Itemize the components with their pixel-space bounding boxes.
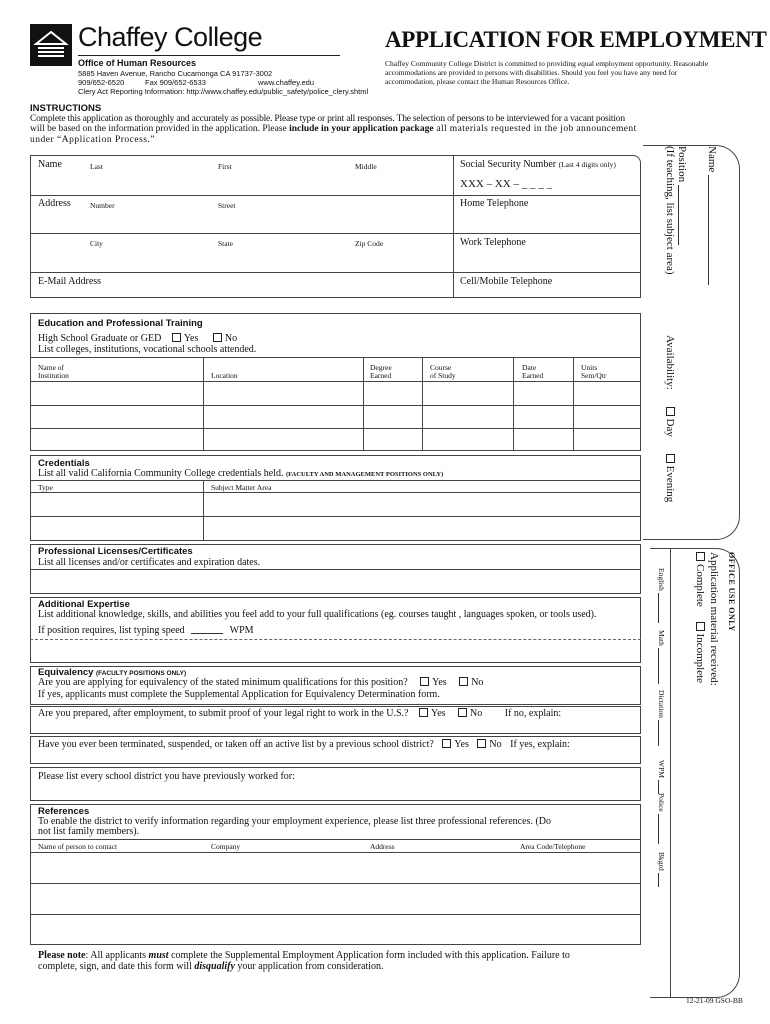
office-fax: Fax 909/652-6533 (145, 78, 206, 87)
terminated-question: Have you ever been terminated, suspended, or taken off an active list by a previous school district? (38, 739, 434, 750)
credentials-text: List all valid California Community College credentials held. (38, 468, 287, 479)
address-label: Address (38, 198, 71, 209)
sidebar-position (676, 146, 688, 245)
note-text-2: complete the Supplemental Employment Application form included with this application. Failure to (168, 950, 570, 961)
office-police (657, 793, 666, 844)
ssn-label-text: Social Security Number (460, 159, 557, 170)
building-icon (30, 24, 72, 66)
street-field[interactable] (85, 210, 450, 232)
day-label: Day (664, 418, 676, 437)
legal-yes-checkbox[interactable] (419, 708, 428, 717)
instructions-line-2 (30, 124, 637, 134)
col-course-2: of Study (430, 371, 456, 380)
email-label: E-Mail Address (38, 276, 102, 287)
col-name-2: Institution (38, 371, 69, 380)
please-note (38, 950, 570, 972)
english-field[interactable] (658, 593, 664, 623)
state-label: State (218, 239, 233, 248)
row-divider (30, 233, 641, 234)
office-dictation (657, 690, 666, 746)
note-text-1: : All applicants (85, 950, 149, 961)
note-text-4: your application from consideration. (234, 961, 384, 972)
legal-yes-label: Yes (430, 708, 446, 719)
city-label: City (90, 239, 103, 248)
clery-info[interactable]: Clery Act Reporting Information: http://www.chaffey.edu/public_safety/police_clery.shtml (78, 87, 369, 96)
districts-field[interactable] (31, 784, 640, 800)
office-english (657, 568, 666, 623)
credentials-header-line (30, 480, 641, 481)
legal-work-row (38, 708, 561, 719)
hs-yes-checkbox[interactable] (172, 333, 181, 342)
references-header-line (30, 839, 641, 840)
dictation-field[interactable] (658, 720, 664, 746)
form-title: APPLICATION FOR EMPLOYMENT (385, 27, 767, 52)
col-subject: Subject Matter Area (211, 483, 272, 492)
note-must: must (148, 950, 169, 961)
reference-row-2[interactable] (31, 884, 640, 913)
hs-no-checkbox[interactable] (213, 333, 222, 342)
home-telephone-label: Home Telephone (460, 198, 529, 209)
office-wpm (657, 760, 666, 794)
high-school-question (38, 333, 237, 344)
incomplete-checkbox[interactable] (696, 622, 705, 631)
terminated-yes-checkbox[interactable] (442, 739, 451, 748)
row-divider (30, 272, 641, 273)
credentials-row-2[interactable] (31, 517, 640, 540)
ssn-label (460, 159, 616, 170)
credentials-note: (FACULTY AND MANAGEMENT POSITIONS ONLY) (286, 471, 444, 478)
cell-telephone-field[interactable] (456, 286, 638, 297)
col-type: Type (38, 483, 53, 492)
terminated-explain-field[interactable] (31, 751, 640, 763)
instructions-emphasis: include in your application package (289, 124, 434, 134)
first-name-label: First (218, 162, 232, 171)
col-units-2: Sem/Qtr (581, 371, 607, 380)
header-rule (78, 55, 340, 56)
wpm-office-field[interactable] (658, 780, 664, 794)
references-instruction-1: To enable the district to verify information regarding your employment experience, please list three professional references. (Do (38, 816, 551, 827)
equivalency-title: Equivalency (38, 667, 94, 678)
wpm-label: WPM (229, 625, 254, 636)
reference-row-3[interactable] (31, 915, 640, 944)
college-logo (30, 24, 72, 66)
office-website[interactable]: www.chaffey.edu (258, 78, 315, 87)
licenses-heading: Professional Licenses/Certificates (38, 546, 193, 557)
reference-row-1[interactable] (31, 853, 640, 882)
col-address: Address (370, 842, 395, 851)
equivalency-line-2: If yes, applicants must complete the Supplemental Application for Equivalency Determination form. (38, 689, 440, 700)
instructions-line-2a: will be based on the information provided in the application. Please (30, 124, 290, 134)
terminated-yes-label: Yes (454, 739, 469, 750)
legal-explain-field[interactable] (31, 720, 640, 733)
dictation-label: Dictation (657, 690, 666, 718)
ssn-field[interactable]: XXX – XX – _ _ _ _ (460, 178, 552, 190)
sidebar-position-label: Position (676, 146, 688, 183)
typing-speed-field[interactable] (191, 625, 223, 634)
work-telephone-label: Work Telephone (460, 237, 526, 248)
equivalency-note: (FACULTY POSITIONS ONLY) (95, 670, 187, 677)
hs-yes-label: Yes (183, 333, 199, 344)
police-field[interactable] (658, 814, 664, 844)
office-use-title: OFFICE USE ONLY (727, 552, 736, 632)
street-label: Street (218, 201, 236, 210)
sidebar-name-label: Name (706, 146, 718, 173)
availability-label: Availability: (664, 335, 676, 390)
email-field[interactable] (34, 286, 452, 297)
credentials-instruction (38, 468, 443, 479)
sidebar-name (706, 146, 718, 285)
col-name-1: Name of (38, 363, 65, 372)
office-use-received: Application material received: (708, 552, 720, 686)
eeo-statement-1: Chaffey Community College District is committed to providing equal employment opportunity. Reasonable (385, 59, 709, 68)
equivalency-no-label: No (471, 677, 484, 688)
office-bkgrd (657, 852, 666, 887)
instructions-line-1: Complete this application as thoroughly and accurately as possible. Please type or print all responses. The selection of persons to be interviewed for a vacant position (30, 114, 625, 124)
note-text-3: complete, sign, and date this form will (38, 961, 195, 972)
office-math (657, 630, 666, 684)
office-use-status (694, 552, 706, 683)
equivalency-yes-checkbox[interactable] (420, 677, 429, 686)
legal-no-label: No (470, 708, 483, 719)
col-degree-1: Degree (370, 363, 392, 372)
ssn-note: (Last 4 digits only) (558, 160, 616, 169)
references-instruction-2: not list family members). (38, 826, 140, 837)
zip-label: Zip Code (355, 239, 384, 248)
col-date-1: Date (522, 363, 537, 372)
office-use-divider (670, 548, 671, 998)
col-course-1: Course (430, 363, 452, 372)
complete-checkbox[interactable] (696, 552, 705, 561)
bkgrd-field[interactable] (658, 873, 664, 887)
position-sidebar (643, 145, 740, 540)
legal-no-checkbox[interactable] (458, 708, 467, 717)
licenses-field[interactable] (31, 570, 640, 593)
legal-explain-label: If no, explain: (504, 708, 562, 719)
sidebar-position-field[interactable] (678, 185, 687, 245)
work-telephone-field[interactable] (456, 249, 638, 271)
home-telephone-field[interactable] (456, 210, 638, 232)
instructions-line-3: under “Application Process.” (30, 135, 156, 145)
education-header-line (30, 357, 641, 358)
districts-question: Please list every school district you have previously worked for: (38, 771, 295, 782)
evening-checkbox[interactable] (666, 454, 675, 463)
last-name-label: Last (90, 162, 103, 171)
col-telephone: Area Code/Telephone (520, 842, 586, 851)
wpm-office-label: WPM (657, 760, 666, 778)
legal-work-question: Are you prepared, after employment, to submit proof of your legal right to work in the U.S.? (38, 708, 409, 719)
typing-speed-label: If position requires, list typing speed (38, 625, 185, 636)
col-location: Location (211, 371, 238, 380)
complete-label: Complete (694, 564, 706, 607)
form-code: 12-21-09 GSO-BB (686, 996, 743, 1005)
office-phone: 909/652-6520 (78, 78, 125, 87)
equivalency-question: Are you are applying for equivalency of the stated minimum qualifications for this position? (38, 677, 408, 688)
equivalency-question-row (38, 677, 483, 688)
references-heading: References (38, 806, 90, 817)
english-label: English (657, 568, 666, 591)
name-label: Name (38, 159, 62, 170)
education-heading: Education and Professional Training (38, 318, 203, 329)
expertise-field[interactable] (31, 640, 640, 662)
math-label: Math (657, 630, 666, 646)
equivalency-yes-label: Yes (432, 677, 447, 688)
hs-question-text: High School Graduate or GED (38, 333, 162, 344)
row-divider (30, 195, 641, 196)
math-field[interactable] (658, 648, 664, 684)
terminated-explain-label: If yes, explain: (510, 739, 570, 750)
terminated-row (38, 739, 570, 750)
licenses-instruction: List all licenses and/or certificates and expiration dates. (38, 557, 261, 568)
college-name: Chaffey College (78, 22, 263, 52)
col-degree-2: Earned (370, 371, 392, 380)
day-checkbox[interactable] (666, 407, 675, 416)
education-list-instruction: List colleges, institutions, vocational schools attended. (38, 344, 257, 355)
note-label: Please note (38, 950, 86, 961)
credentials-row-1[interactable] (31, 493, 640, 515)
terminated-no-checkbox[interactable] (477, 739, 486, 748)
eeo-statement-3: accommodation, please contact the Human Resources Office. (385, 77, 570, 86)
note-disqualify: disqualify (194, 961, 235, 972)
sidebar-teaching-note: (If teaching, list subject area) (664, 146, 676, 275)
expertise-heading: Additional Expertise (38, 599, 130, 610)
education-row-1[interactable] (31, 382, 640, 404)
sidebar-name-field[interactable] (708, 175, 717, 285)
expertise-instruction: List additional knowledge, skills, and abilities you feel add to your full qualifications (eg. courses taught , languages spoken, or tools used). (38, 609, 597, 620)
ssn-divider (453, 155, 454, 298)
typing-speed-row (38, 625, 254, 636)
instructions-heading: INSTRUCTIONS (30, 103, 102, 114)
middle-name-label: Middle (355, 162, 377, 171)
col-units-1: Units (581, 363, 598, 372)
name-field[interactable] (85, 170, 450, 192)
police-label: Police (657, 793, 666, 812)
sidebar-availability (664, 335, 676, 502)
instructions-line-2c: all materials requested in the job announcement (433, 124, 637, 134)
terminated-no-label: No (489, 739, 502, 750)
office-address: 5885 Haven Avenue, Rancho Cucamonga CA 91737-3002 (78, 69, 273, 78)
education-row-3[interactable] (31, 429, 640, 450)
hs-no-label: No (224, 333, 238, 344)
education-row-2[interactable] (31, 406, 640, 427)
evening-label: Evening (664, 465, 676, 503)
col-contact-name: Name of person to contact (38, 842, 118, 851)
cell-telephone-label: Cell/Mobile Telephone (460, 276, 553, 287)
equivalency-no-checkbox[interactable] (459, 677, 468, 686)
incomplete-label: Incomplete (694, 633, 706, 684)
credentials-heading: Credentials (38, 458, 90, 469)
eeo-statement-2: accommodations are provided to persons with disabilities. Should you feel you have any need for (385, 68, 678, 77)
number-label: Number (90, 201, 115, 210)
bkgrd-label: Bkgrd (657, 852, 666, 871)
office-name: Office of Human Resources (78, 58, 197, 68)
col-company: Company (211, 842, 241, 851)
col-date-2: Earned (522, 371, 544, 380)
city-state-zip-field[interactable] (85, 249, 450, 271)
